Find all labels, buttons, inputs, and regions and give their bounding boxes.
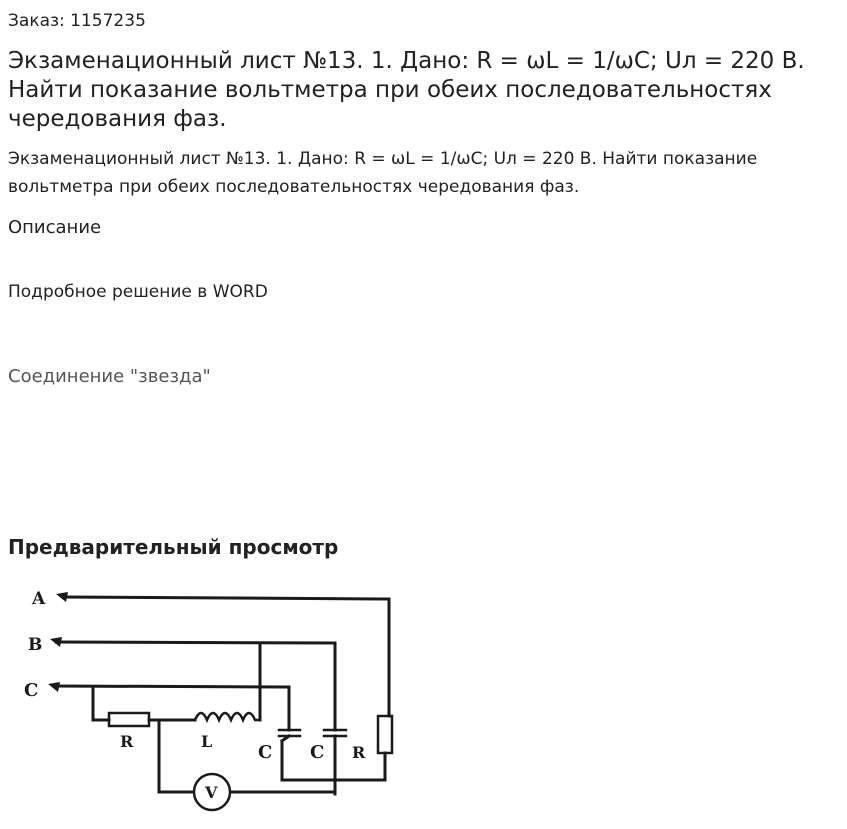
terminal-b-label: B <box>28 635 43 655</box>
connection-type: Соединение "звезда" <box>8 366 211 387</box>
capacitor-1-label: C <box>258 742 273 763</box>
wire-c <box>54 686 289 730</box>
terminal-c-label: C <box>24 680 39 701</box>
inductor-label: L <box>201 732 213 751</box>
preview-image <box>20 583 400 815</box>
page-title: Экзаменационный лист №13. 1. Дано: R = ωL = 1/ωC; Uл = 220 В. Найти показание вольтметра при обеих последовательностях чередования фаз. <box>8 48 805 132</box>
description-label: Описание <box>8 217 102 238</box>
task-description: Экзаменационный лист №13. 1. Дано: R = ωL = 1/ωC; Uл = 220 В. Найти показание вольтметра при обеих последовательностях чередования фаз. <box>8 149 758 197</box>
wire-c-branch <box>93 687 109 720</box>
terminal-b-arrow <box>50 637 62 647</box>
voltmeter-label: V <box>205 783 218 802</box>
terminal-c-arrow <box>48 682 60 692</box>
resistor-right <box>378 716 392 753</box>
resistor-left-label: R <box>120 732 134 751</box>
terminal-a-label: A <box>32 589 46 609</box>
wire-a <box>64 597 389 716</box>
circuit-diagram <box>20 583 400 815</box>
resistor-right-label: R <box>352 743 366 762</box>
preview-heading: Предварительный просмотр <box>8 535 339 559</box>
capacitor-2-label: C <box>310 742 325 763</box>
order-number: Заказ: 1157235 <box>8 11 146 31</box>
resistor-left <box>109 713 149 726</box>
solution-note: Подробное решение в WORD <box>8 282 268 302</box>
inductor <box>195 713 260 720</box>
terminal-a-arrow <box>56 592 68 602</box>
wire-v-left <box>159 720 193 792</box>
